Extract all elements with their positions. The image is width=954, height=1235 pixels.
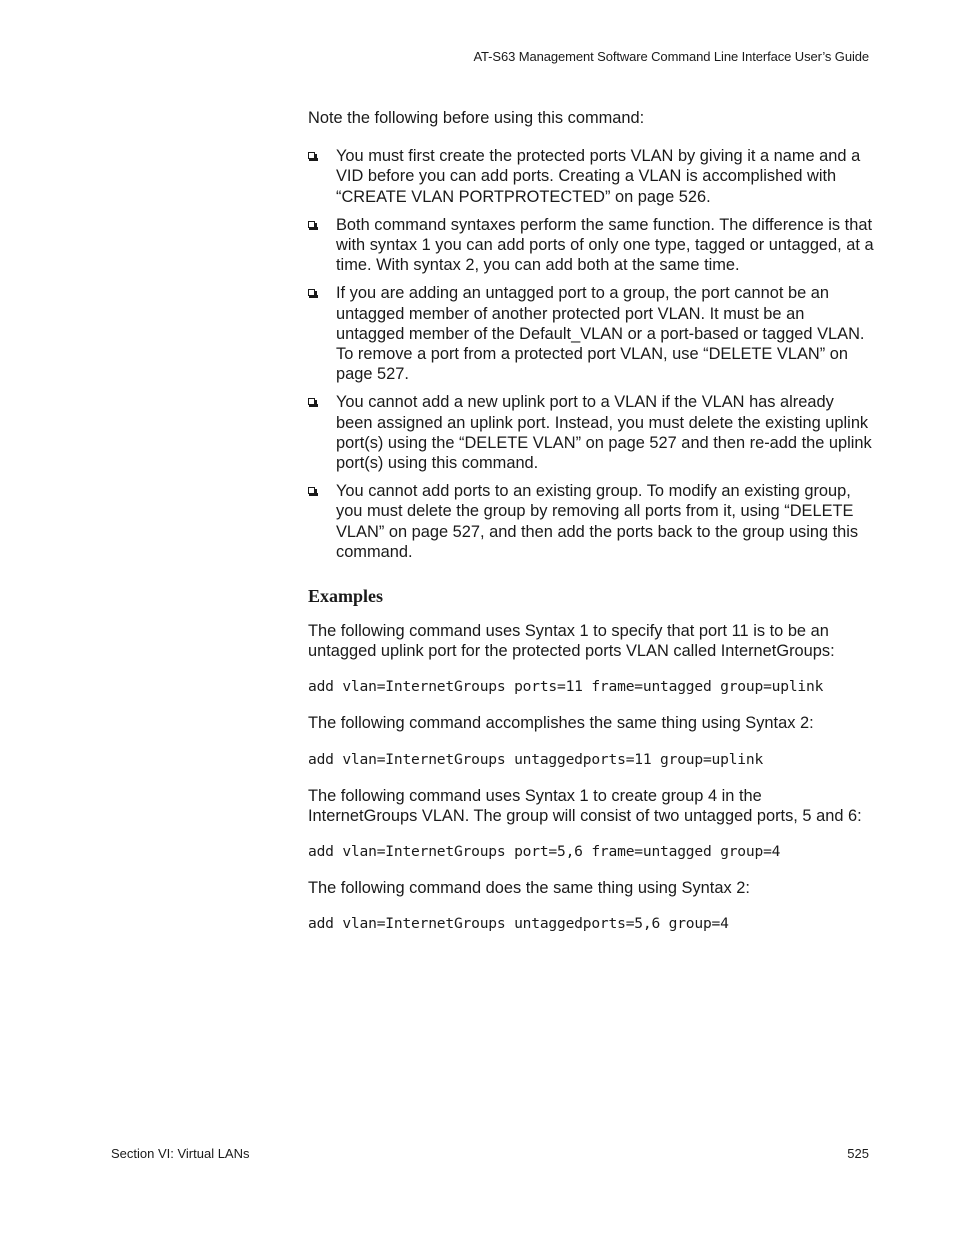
list-item	[308, 215, 874, 276]
list-item-text: If you are adding an untagged port to a group, the port cannot be an untagged member of another protected port VLAN. It must be an untagged member of the Default_VLAN or a port-based or tagged VLAN. To remove a port from a protected port VLAN, use “DELETE VLAN” on page 527.	[336, 284, 865, 384]
page-content	[308, 108, 874, 950]
code-example-3: add vlan=InternetGroups port=5,6 frame=untagged group=4	[308, 843, 781, 861]
notes-list	[308, 146, 874, 562]
list-item	[308, 392, 874, 473]
list-item	[308, 283, 874, 384]
example-description-1: The following command uses Syntax 1 to specify that port 11 is to be an untagged uplink port for the protected ports VLAN called InternetGroups:	[308, 622, 835, 661]
list-item	[308, 146, 874, 207]
examples-heading: Examples	[308, 586, 384, 607]
checkbox-bullet-icon	[308, 152, 315, 159]
list-item-text: You cannot add a new uplink port to a VLAN if the VLAN has already been assigned an uplink port. Instead, you must delete the existing uplink port(s) using the “DELETE VLAN” on page 527 and then re-add the uplink port(s) using this command.	[336, 393, 872, 473]
example-description-4: The following command does the same thing using Syntax 2:	[308, 879, 750, 898]
checkbox-bullet-icon	[308, 398, 315, 405]
code-example-2: add vlan=InternetGroups untaggedports=11 group=uplink	[308, 750, 764, 768]
code-example-4: add vlan=InternetGroups untaggedports=5,6 group=4	[308, 915, 729, 933]
running-header: AT-S63 Management Software Command Line Interface User’s Guide	[473, 49, 869, 64]
list-item-text: You must first create the protected ports VLAN by giving it a name and a VID before you can add ports. Creating a VLAN is accomplished with “CREATE VLAN PORTPROTECTED” on page 526.	[336, 147, 861, 206]
checkbox-bullet-icon	[308, 487, 315, 494]
example-description-2: The following command accomplishes the same thing using Syntax 2:	[308, 714, 814, 733]
footer-section-title: Section VI: Virtual LANs	[111, 1146, 250, 1161]
intro-paragraph: Note the following before using this command:	[308, 109, 645, 127]
list-item-text: Both command syntaxes perform the same function. The difference is that with syntax 1 you can add ports of only one type, tagged or untagged, at a time. With syntax 2, you can add both at the same time.	[336, 215, 874, 275]
footer-page-number: 525	[847, 1146, 869, 1161]
checkbox-bullet-icon	[308, 221, 315, 228]
code-example-1: add vlan=InternetGroups ports=11 frame=untagged group=uplink	[308, 678, 824, 696]
checkbox-bullet-icon	[308, 289, 315, 296]
example-description-3: The following command uses Syntax 1 to create group 4 in the InternetGroups VLAN. The group will consist of two untagged ports, 5 and 6:	[308, 786, 862, 825]
list-item-text: You cannot add ports to an existing group. To modify an existing group, you must delete the group by removing all ports from it, using “DELETE VLAN” on page 527, and then add the ports back to the group using this command.	[336, 482, 859, 561]
list-item	[308, 481, 874, 562]
